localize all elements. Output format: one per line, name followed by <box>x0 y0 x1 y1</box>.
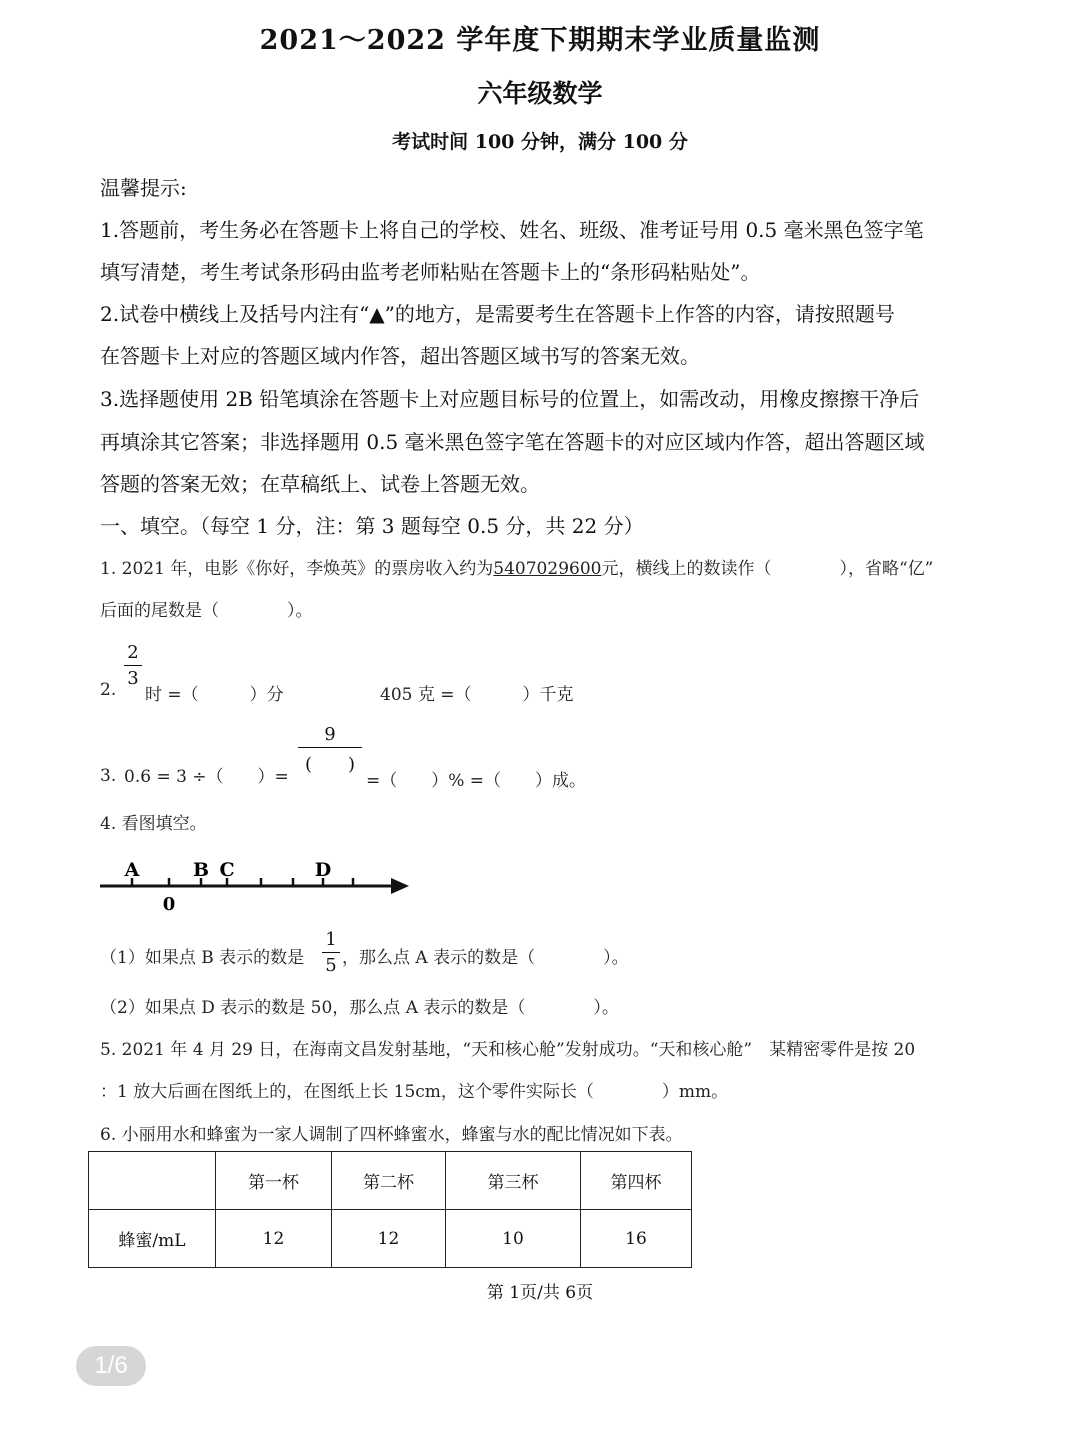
tip-2-line-2: 在答题卡上对应的答题区域内作答，超出答题区域书写的答案无效。 <box>100 344 700 368</box>
table-header-cell: 第二杯 <box>332 1152 446 1210</box>
question-2-fraction <box>124 642 142 689</box>
table-cell: 12 <box>216 1210 332 1268</box>
question-1-pre: 1. 2021 年，电影《你好，李焕英》的票房收入约为 <box>100 559 494 579</box>
table-header-cell: 第三杯 <box>446 1152 581 1210</box>
fraction-numerator: 2 <box>127 642 139 663</box>
point-label-d: D <box>314 859 332 881</box>
question-4-fraction <box>322 929 340 976</box>
page-footer: 第 1页/共 6页 <box>486 1283 594 1303</box>
fraction-numerator: 9 <box>324 724 336 745</box>
question-3-fraction <box>298 724 362 776</box>
question-2-part-2: 405 克 =（ ）千克 <box>380 685 574 705</box>
exam-title: 2021～2022 学年度下期期末学业质量监测 <box>259 25 821 56</box>
tip-3-line-3: 答题的答案无效；在草稿纸上、试卷上答题无效。 <box>100 472 540 496</box>
section-1-heading: 一、填空。（每空 1 分，注：第 3 题每空 0.5 分，共 22 分） <box>100 514 644 538</box>
question-4-text: 4. 看图填空。 <box>100 814 207 834</box>
sub-1-post: ，那么点 A 表示的数是（ ）。 <box>342 948 629 968</box>
box-office-number: 5407029600 <box>493 559 602 579</box>
exam-subject: 六年级数学 <box>477 79 603 108</box>
fraction-denominator: 5 <box>325 955 337 976</box>
table-header-cell <box>89 1152 216 1210</box>
table-header-cell: 第四杯 <box>581 1152 692 1210</box>
fraction-numerator: 1 <box>325 929 337 950</box>
question-2-part-1: 时 =（ ）分 <box>145 685 284 705</box>
tip-3-line-1: 3.选择题使用 2B 铅笔填涂在答题卡上对应题目标号的位置上，如需改动，用橡皮擦擦干净后 <box>100 387 920 411</box>
point-label-b: B <box>192 859 210 881</box>
question-1-line-1 <box>100 554 933 579</box>
exam-info: 考试时间 100 分钟，满分 100 分 <box>392 131 688 153</box>
honey-ratio-table <box>88 1151 692 1268</box>
fraction-bar <box>322 952 340 953</box>
number-line-arrow <box>391 878 409 894</box>
fraction-bar <box>298 747 362 748</box>
page-indicator[interactable]: 1/6 <box>76 1346 146 1386</box>
zero-label: 0 <box>162 894 176 915</box>
number-line <box>95 852 415 922</box>
question-3-part-2: =（ ）% =（ ）成。 <box>366 771 587 791</box>
tip-3-line-2: 再填涂其它答案；非选择题用 0.5 毫米黑色签字笔在答题卡的对应区域内作答，超出答题区域 <box>100 430 925 454</box>
fraction-bar <box>124 665 142 666</box>
tip-1-line-2: 填写清楚，考生考试条形码由监考老师粘贴在答题卡上的“条形码粘贴处”。 <box>100 260 761 284</box>
tip-2-line-1: 2.试卷中横线上及括号内注有“▲”的地方，是需要考生在答题卡上作答的内容，请按照题号 <box>100 302 895 326</box>
table-header-cell: 第一杯 <box>216 1152 332 1210</box>
table-cell: 12 <box>332 1210 446 1268</box>
fraction-denominator: ( ) <box>304 754 356 775</box>
point-label-a: A <box>124 859 140 881</box>
question-5-line-2: ：1 放大后画在图纸上的，在图纸上长 15cm，这个零件实际长（ ）mm。 <box>100 1082 729 1102</box>
fraction-denominator: 3 <box>127 668 139 689</box>
table-cell: 16 <box>581 1210 692 1268</box>
question-3-part-1: 0.6 = 3 ÷（ ）= <box>124 767 289 787</box>
question-3-number: 3. <box>100 766 117 786</box>
question-2-number: 2. <box>100 680 117 700</box>
table-cell: 10 <box>446 1210 581 1268</box>
question-4-sub-1 <box>100 943 304 968</box>
question-1-line-2: 后面的尾数是（ ）。 <box>100 601 313 621</box>
tip-1-line-1: 1.答题前，考生务必在答题卡上将自己的学校、姓名、班级、准考证号用 0.5 毫米黑色签字笔 <box>100 218 924 242</box>
question-4-sub-2: （2）如果点 D 表示的数是 50，那么点 A 表示的数是（ ）。 <box>100 998 619 1018</box>
table-row <box>89 1210 692 1268</box>
table-cell: 蜂蜜/mL <box>89 1210 216 1268</box>
question-1-post: 元，横线上的数读作（ ），省略“亿” <box>601 559 934 579</box>
point-label-c: C <box>219 859 235 881</box>
tips-heading: 温馨提示: <box>100 176 187 200</box>
table-header-row <box>89 1152 692 1210</box>
question-5-line-1: 5. 2021 年 4 月 29 日，在海南文昌发射基地，“天和核心舱”发射成功。“天和核心舱” 某精密零件是按 20 <box>100 1040 916 1060</box>
question-6-text: 6. 小丽用水和蜂蜜为一家人调制了四杯蜂蜜水，蜂蜜与水的配比情况如下表。 <box>100 1125 683 1145</box>
sub-1-pre: （1）如果点 B 表示的数是 <box>100 948 305 968</box>
